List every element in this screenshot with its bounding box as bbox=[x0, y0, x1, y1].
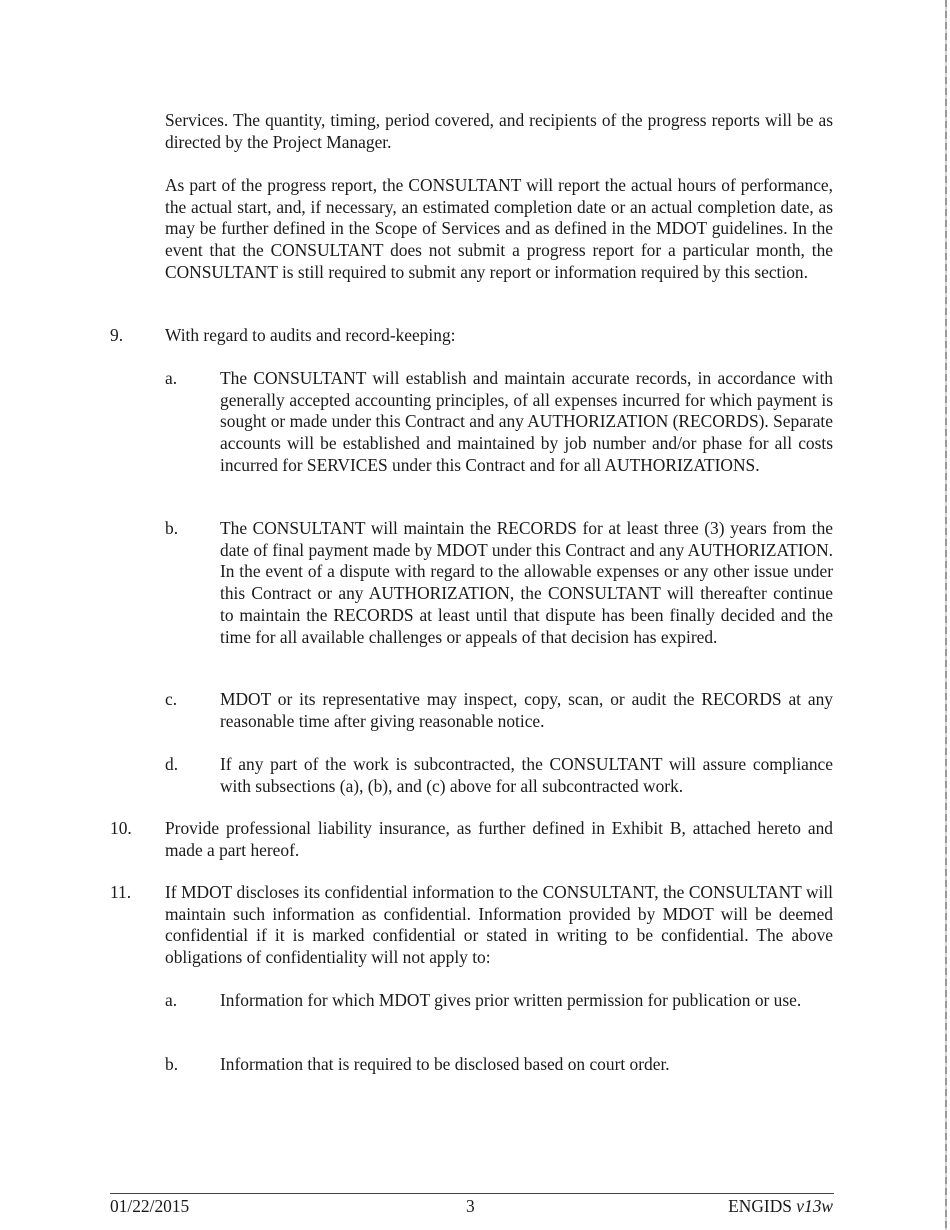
item-9b-letter: b. bbox=[165, 518, 179, 538]
footer-date: 01/22/2015 bbox=[110, 1196, 190, 1216]
item-11a-letter: a. bbox=[165, 990, 178, 1010]
item-11b-text: Information that is required to be disclosed based on court order. bbox=[220, 1054, 670, 1074]
intro-paragraph-2: As part of the progress report, the CONSULTANT will report the actual hours of performance, the actual start, and, if necessary, an estimated completion date or an actual completion date, as may be further defined in the Scope of Services and as defined in the MDOT guidelines. In the event that the CONSULTANT does not submit a progress report for a particular month, the CONSULTANT is still required to submit any report or information required by this section. bbox=[165, 175, 833, 282]
item-9-text: With regard to audits and record-keeping: bbox=[165, 325, 456, 345]
item-10-text: Provide professional liability insurance, as further defined in Exhibit B, attached hereto and made a part hereof. bbox=[165, 818, 833, 860]
item-9d-text: If any part of the work is subcontracted, the CONSULTANT will assure compliance with subsections (a), (b), and (c) above for all subcontracted work. bbox=[220, 754, 833, 796]
item-9c-text: MDOT or its representative may inspect, copy, scan, or audit the RECORDS at any reasonable time after giving reasonable notice. bbox=[220, 689, 833, 731]
intro-paragraph-1: Services. The quantity, timing, period covered, and recipients of the progress reports will be as directed by the Project Manager. bbox=[165, 110, 833, 152]
footer-doc-name: ENGIDS bbox=[728, 1196, 792, 1216]
item-9d-letter: d. bbox=[165, 754, 179, 774]
item-9c-letter: c. bbox=[165, 689, 178, 709]
scan-edge bbox=[945, 0, 947, 1230]
item-11b-letter: b. bbox=[165, 1054, 179, 1074]
item-10-number: 10. bbox=[110, 818, 132, 838]
item-9a-letter: a. bbox=[165, 368, 178, 388]
item-9-number: 9. bbox=[110, 325, 124, 345]
item-9a-text: The CONSULTANT will establish and maintain accurate records, in accordance with generally accepted accounting principles, of all expenses incurred for which payment is sought or made under this Contract and any AUTHORIZATION (RECORDS). Separate accounts will be established and maintained by job number and/or phase for all costs incurred for SERVICES under this Contract and for all AUTHORIZATIONS. bbox=[220, 368, 833, 475]
footer-rule bbox=[110, 1193, 834, 1194]
item-9b-text: The CONSULTANT will maintain the RECORDS for at least three (3) years from the date of final payment made by MDOT under this Contract and any AUTHORIZATION. In the event of a dispute with regard to the allowable expenses or any other issue under this Contract or any AUTHORIZATION, the CONSULTANT will thereafter continue to maintain the RECORDS at least until that dispute has been finally decided and the time for all available challenges or appeals of that decision has expired. bbox=[220, 518, 833, 647]
footer-page-number: 3 bbox=[466, 1196, 475, 1216]
item-11-text: If MDOT discloses its confidential information to the CONSULTANT, the CONSULTANT will maintain such information as confidential. Information provided by MDOT will be deemed confidential if it is marked confidential or stated in writing to be confidential. The above obligations of confidentiality will not apply to: bbox=[165, 882, 833, 968]
item-11a-text: Information for which MDOT gives prior written permission for publication or use. bbox=[220, 990, 802, 1010]
footer-version: v13w bbox=[796, 1196, 833, 1216]
item-11-number: 11. bbox=[110, 882, 132, 902]
footer-doc-id bbox=[728, 1196, 833, 1218]
